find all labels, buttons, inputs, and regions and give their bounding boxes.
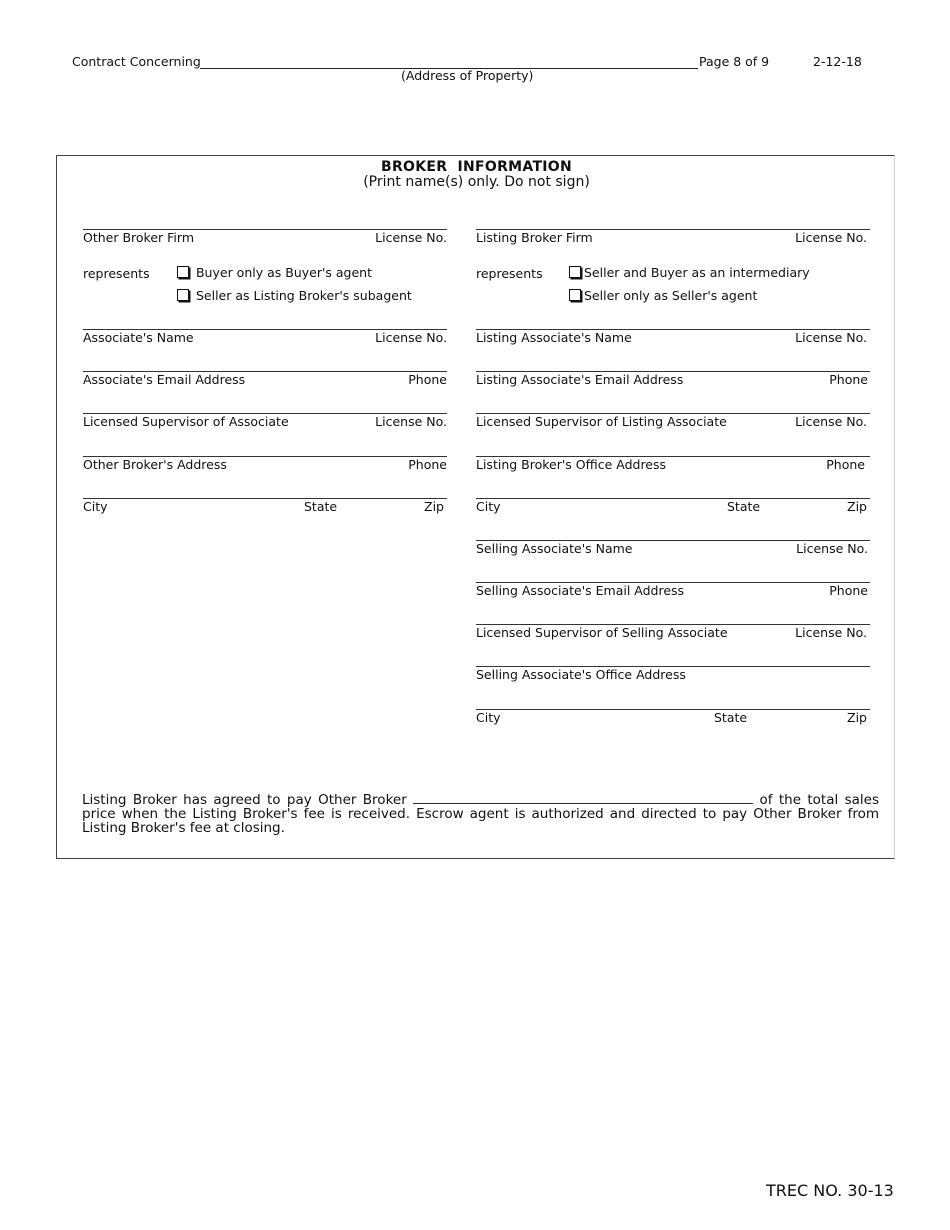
associate-license-label: License No. bbox=[375, 330, 447, 345]
seller-agent-option-label: Seller only as Seller's agent bbox=[584, 288, 758, 303]
selling-state-label: State bbox=[714, 710, 748, 725]
city-label: City bbox=[83, 499, 108, 514]
property-address-field[interactable] bbox=[200, 55, 698, 69]
trec-form-number: TREC NO. 30-13 bbox=[766, 1181, 894, 1200]
box-title: BROKER INFORMATION bbox=[380, 159, 573, 175]
left-represents-label: represents bbox=[83, 266, 150, 281]
selling-associate-phone-label: Phone bbox=[829, 583, 868, 598]
listing-broker-office-field[interactable] bbox=[476, 456, 870, 473]
listing-city-label: City bbox=[476, 499, 501, 514]
other-broker-license-label: License No. bbox=[375, 230, 447, 245]
associate-supervisor-field[interactable] bbox=[83, 413, 447, 430]
listing-broker-firm-field[interactable] bbox=[476, 229, 870, 246]
listing-associate-license-label: License No. bbox=[795, 330, 867, 345]
state-label: State bbox=[304, 499, 338, 514]
address-caption: (Address of Property) bbox=[401, 68, 534, 83]
fee-paragraph bbox=[82, 791, 879, 835]
fee-amount-field[interactable] bbox=[413, 791, 753, 804]
intermediary-checkbox[interactable] bbox=[569, 266, 581, 278]
fee-text-after: of the total sales price when the Listing Broker's fee is received. Escrow agent is authorized and directed to pay Other Broker from Listing Broker's fee at closing. bbox=[82, 792, 879, 836]
selling-city-field[interactable] bbox=[476, 709, 870, 726]
listing-broker-phone-label: Phone bbox=[826, 457, 865, 472]
fee-text-before: Listing Broker has agreed to pay Other Broker bbox=[82, 792, 407, 808]
other-broker-phone-label: Phone bbox=[408, 457, 447, 472]
box-subtitle: (Print name(s) only. Do not sign) bbox=[363, 174, 590, 190]
associate-email-field[interactable] bbox=[83, 371, 447, 388]
selling-supervisor-label: Licensed Supervisor of Selling Associate bbox=[476, 625, 728, 640]
other-broker-firm-label: Other Broker Firm bbox=[83, 230, 194, 245]
listing-associate-name-label: Listing Associate's Name bbox=[476, 330, 632, 345]
page-number: Page 8 of 9 bbox=[699, 54, 770, 69]
listing-subagent-option[interactable] bbox=[177, 288, 412, 303]
listing-associate-email-field[interactable] bbox=[476, 371, 870, 388]
right-represents-label: represents bbox=[476, 266, 543, 281]
associate-phone-label: Phone bbox=[408, 372, 447, 387]
associate-name-label: Associate's Name bbox=[83, 330, 194, 345]
buyer-agent-option-label: Buyer only as Buyer's agent bbox=[195, 265, 372, 280]
listing-supervisor-field[interactable] bbox=[476, 413, 870, 430]
buyer-agent-checkbox[interactable] bbox=[177, 266, 189, 278]
zip-label: Zip bbox=[424, 499, 444, 514]
buyer-agent-option[interactable] bbox=[177, 265, 372, 280]
selling-associate-email-label: Selling Associate's Email Address bbox=[476, 583, 685, 598]
listing-associate-name-field[interactable] bbox=[476, 329, 870, 346]
selling-office-field[interactable] bbox=[476, 666, 870, 683]
selling-associate-license-label: License No. bbox=[796, 541, 868, 556]
associate-supervisor-license-label: License No. bbox=[375, 414, 447, 429]
other-broker-firm-field[interactable] bbox=[83, 229, 447, 246]
listing-supervisor-label: Licensed Supervisor of Listing Associate bbox=[476, 414, 727, 429]
selling-supervisor-license-label: License No. bbox=[795, 625, 867, 640]
listing-broker-office-label: Listing Broker's Office Address bbox=[476, 457, 667, 472]
other-broker-address-field[interactable] bbox=[83, 456, 447, 473]
listing-state-label: State bbox=[727, 499, 761, 514]
associate-email-label: Associate's Email Address bbox=[83, 372, 246, 387]
selling-supervisor-field[interactable] bbox=[476, 624, 870, 641]
seller-agent-option[interactable] bbox=[569, 288, 757, 303]
selling-associate-email-field[interactable] bbox=[476, 582, 870, 599]
other-broker-address-label: Other Broker's Address bbox=[83, 457, 227, 472]
selling-office-label: Selling Associate's Office Address bbox=[476, 667, 686, 682]
associate-supervisor-label: Licensed Supervisor of Associate bbox=[83, 414, 289, 429]
listing-associate-email-label: Listing Associate's Email Address bbox=[476, 372, 684, 387]
listing-subagent-checkbox[interactable] bbox=[177, 289, 189, 301]
listing-zip-label: Zip bbox=[847, 499, 867, 514]
listing-broker-firm-label: Listing Broker Firm bbox=[476, 230, 593, 245]
seller-agent-checkbox[interactable] bbox=[569, 289, 581, 301]
intermediary-option[interactable] bbox=[569, 265, 810, 280]
form-date: 2-12-18 bbox=[813, 54, 862, 69]
listing-subagent-option-label: Seller as Listing Broker's subagent bbox=[195, 288, 412, 303]
associate-name-field[interactable] bbox=[83, 329, 447, 346]
selling-city-label: City bbox=[476, 710, 501, 725]
listing-associate-phone-label: Phone bbox=[829, 372, 868, 387]
selling-associate-name-field[interactable] bbox=[476, 540, 870, 557]
other-broker-city-field[interactable] bbox=[83, 498, 447, 515]
contract-concerning-label: Contract Concerning bbox=[72, 54, 201, 69]
listing-broker-city-field[interactable] bbox=[476, 498, 870, 515]
listing-supervisor-license-label: License No. bbox=[795, 414, 867, 429]
intermediary-option-label: Seller and Buyer as an intermediary bbox=[584, 265, 810, 280]
selling-zip-label: Zip bbox=[847, 710, 867, 725]
selling-associate-name-label: Selling Associate's Name bbox=[476, 541, 633, 556]
listing-broker-license-label: License No. bbox=[795, 230, 867, 245]
